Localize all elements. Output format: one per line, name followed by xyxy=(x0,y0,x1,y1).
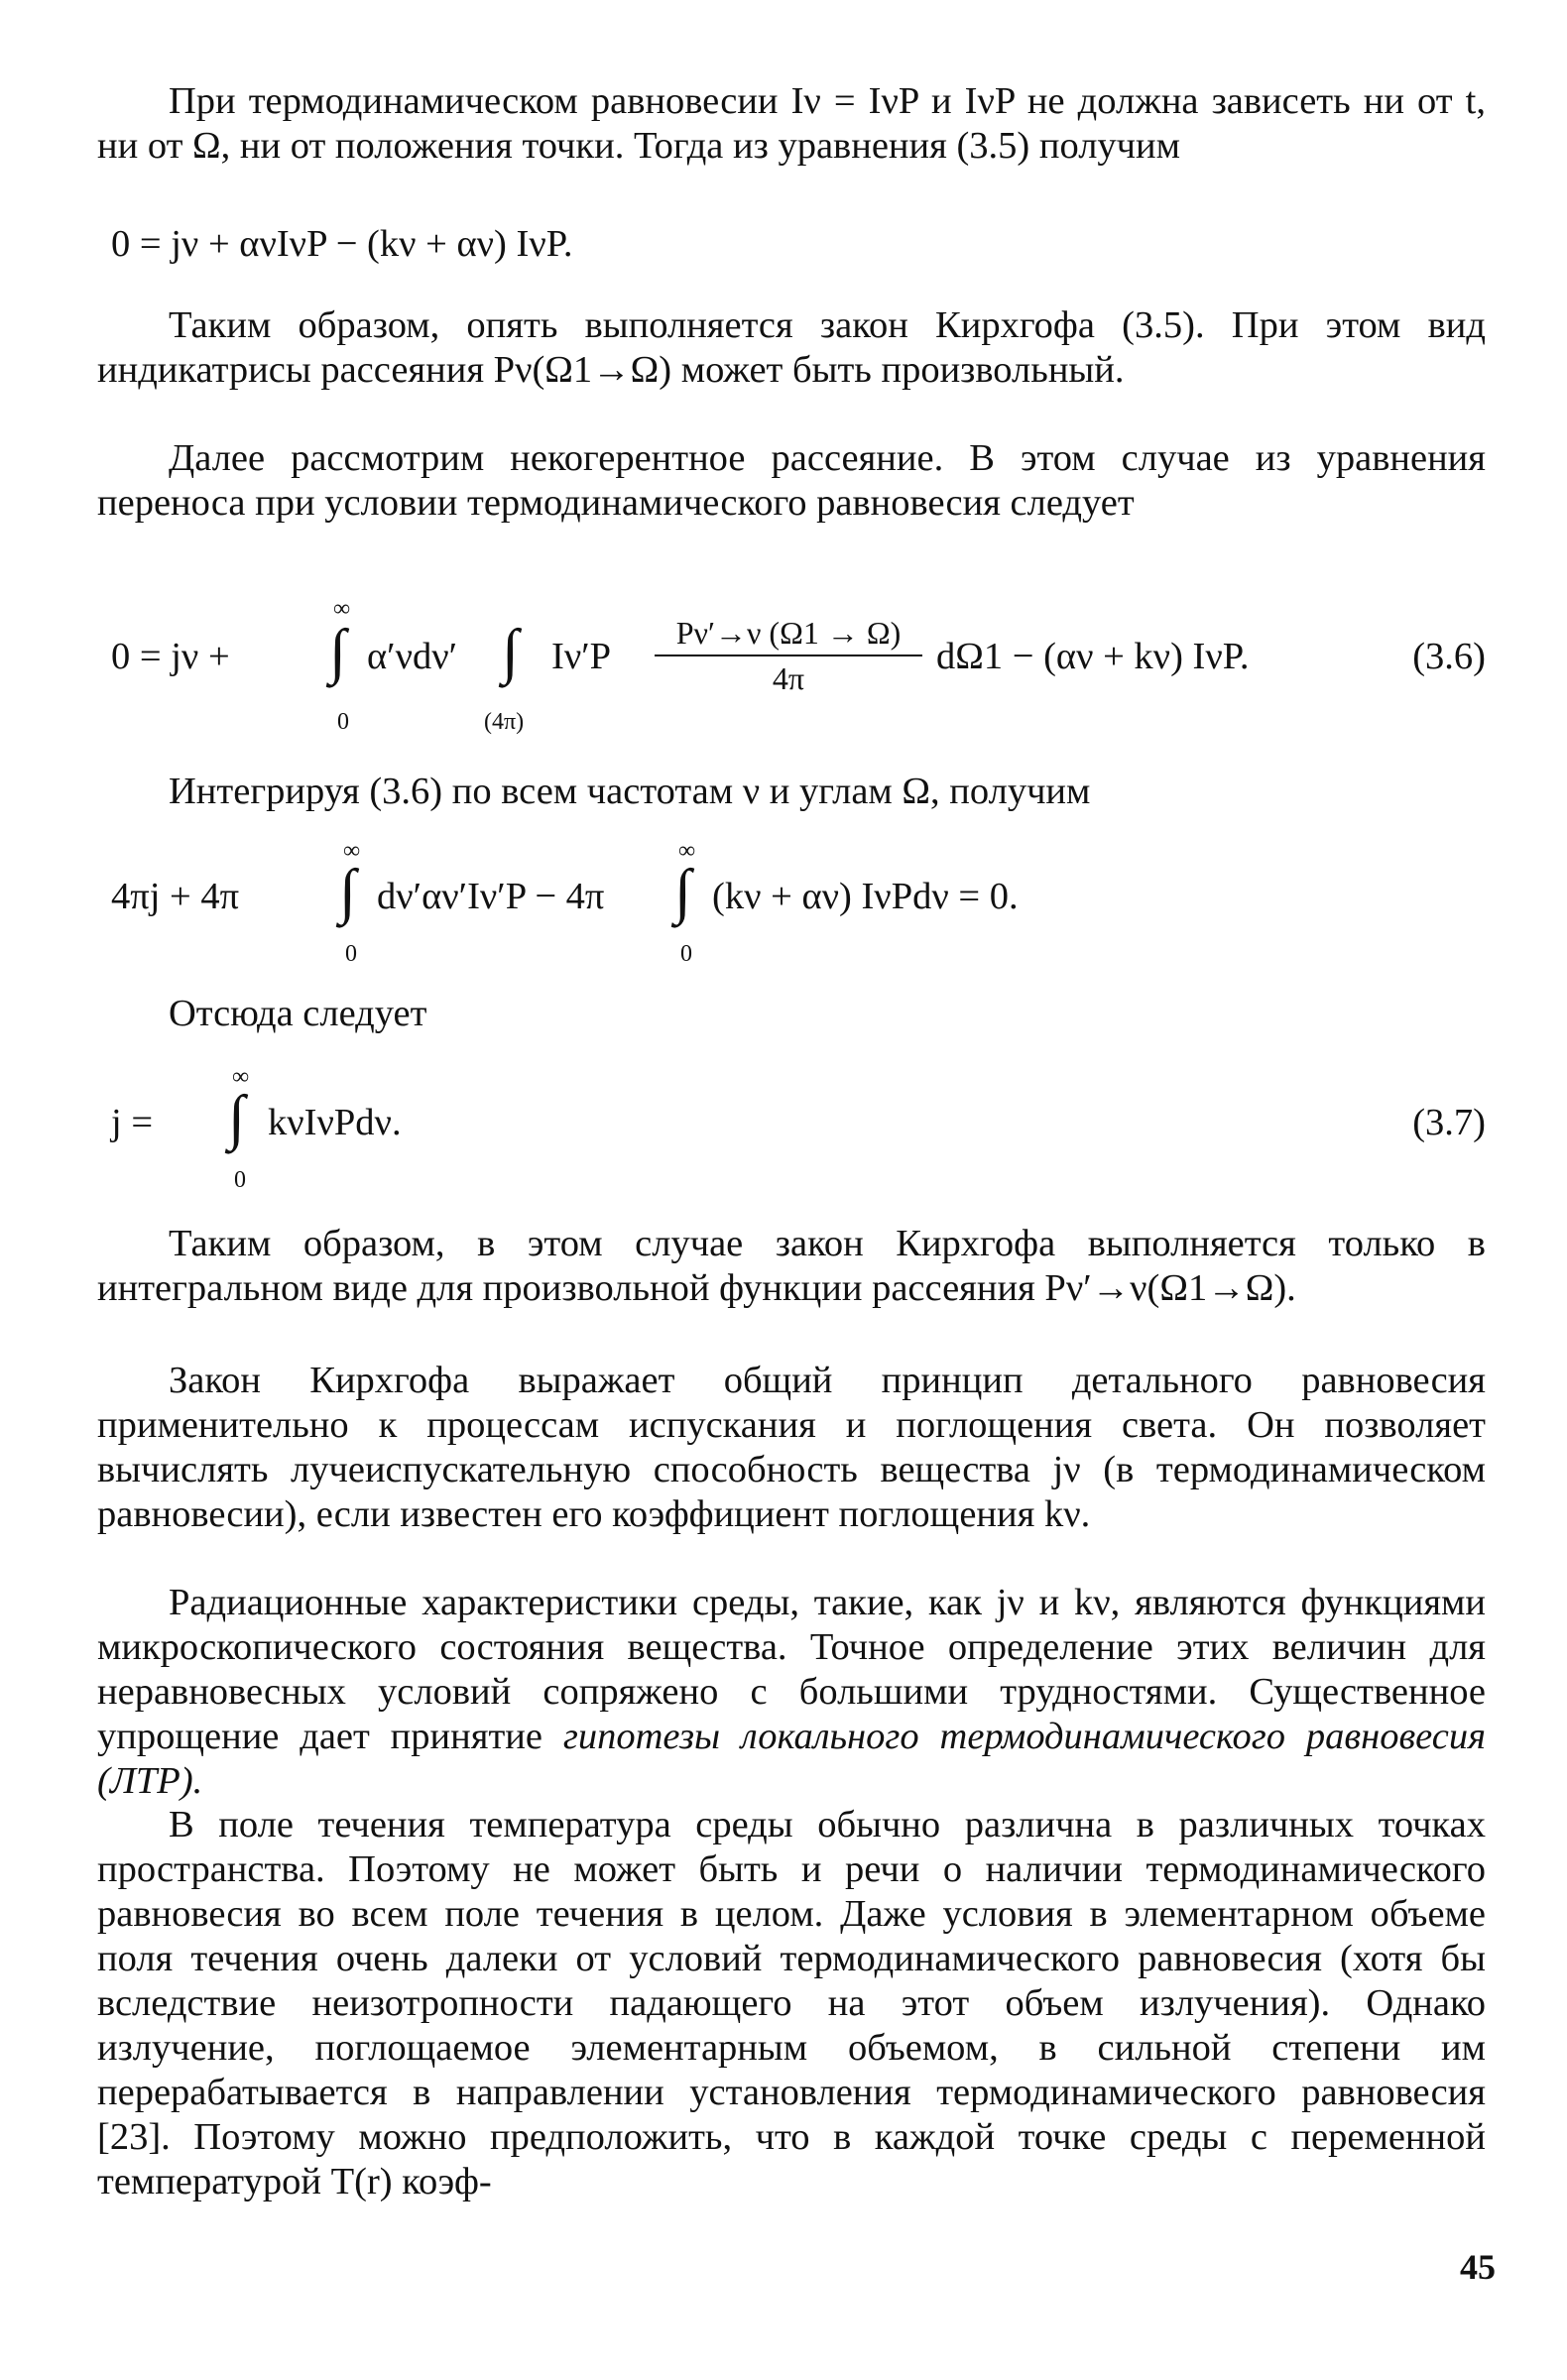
eq37-left: j = xyxy=(111,1102,154,1143)
eq-int-1-sign: ∫ xyxy=(339,858,356,925)
paragraph-3: Далее рассмотрим некогерентное рассеяние. В этом случае из уравнения переноса при условии термодинамического равновесия следует xyxy=(97,437,1486,524)
eq-int-1-upper: ∞ xyxy=(343,838,361,864)
eq36-fraction xyxy=(655,613,922,698)
paragraph-7: Закон Кирхгофа выражает общий принцип детального равновесия применительно к процессам испускания и поглощения света. Он позволяет вычислять лучеиспускательную способность вещества jν (в термодинамическом равновесии), если известен его коэффициент поглощения kν. xyxy=(97,1360,1486,1535)
paragraph-8-main: Радиационные характеристики среды, такие, как jν и kν, являются функциями микроскопического состояния вещества. Точное определение этих величин для неравновесных условий сопряжено с большими трудностями. Существенное упрощение дает принятие xyxy=(97,1582,1486,1757)
paragraph-5: Отсюда следует xyxy=(169,993,427,1034)
eq37-body: kνIνPdν. xyxy=(268,1102,402,1143)
eq36-frac-denominator: 4π xyxy=(772,660,805,696)
eq37-upper: ∞ xyxy=(232,1064,250,1090)
paragraph-1: При термодинамическом равновесии Iν = IνP и IνP не должна зависеть ни от t, ни от Ω, ни от положения точки. Тогда из уравнения (3.5) получим xyxy=(97,80,1486,167)
paragraph-8 xyxy=(97,1581,1486,1804)
eq36-left: 0 = jν + xyxy=(111,636,230,677)
eq36-frac-line xyxy=(655,654,922,656)
equation-equilibrium: 0 = jν + ανIνP − (kν + αν) IνP. xyxy=(111,223,573,265)
equation-number-3-7: (3.7) xyxy=(1412,1102,1486,1143)
eq37-lower: 0 xyxy=(234,1167,246,1193)
eq-int-2-sign: ∫ xyxy=(674,858,691,925)
eq-int-2-lower: 0 xyxy=(680,941,692,967)
paragraph-4: Интегрируя (3.6) по всем частотам ν и углам Ω, получим xyxy=(169,771,1091,812)
eq-int-1-lower: 0 xyxy=(345,941,357,967)
eq36-int1-lower: 0 xyxy=(337,709,349,735)
eq36-int1-upper: ∞ xyxy=(333,596,351,622)
eq-int-c: (kν + αν) IνPdν = 0. xyxy=(712,876,1019,917)
eq36-int1-body: α′νdν′ xyxy=(367,636,458,677)
paragraph-2: Таким образом, опять выполняется закон Кирхгофа (3.5). При этом вид индикатрисы рассеяния Pν(Ω1→Ω) может быть произвольный. xyxy=(97,304,1486,391)
eq-int-2-upper: ∞ xyxy=(678,838,696,864)
eq36-int2-lower: (4π) xyxy=(484,709,525,735)
paragraph-9: В поле течения температура среды обычно различна в различных точках пространства. Поэтому не может быть и речи о наличии термодинамического равновесия во всем поле течения в целом. Даже условия в элементарном объеме поля течения очень далеки от условий термодинамического равновесия (хотя бы вследствие неизотропности падающего на этот объем излучения). Однако излучение, поглощаемое элементарным объемом, в сильной степени им перерабатывается в направлении установления термодинамического равновесия [23]. Поэтому можно предположить, что в каждой точке среды с переменной температурой T(r) коэф- xyxy=(97,1804,1486,2202)
equation-number-3-6: (3.6) xyxy=(1412,636,1486,677)
paragraph-6: Таким образом, в этом случае закон Кирхгофа выполняется только в интегральном виде для произвольной функции рассеяния Pν′→ν(Ω1→Ω). xyxy=(97,1223,1486,1309)
eq-int-a: 4πj + 4π xyxy=(111,876,240,917)
eq36-int2-sign: ∫ xyxy=(502,618,519,685)
eq36-int2-body: Iν′P xyxy=(551,636,612,677)
eq36-right: dΩ1 − (αν + kν) IνP. xyxy=(936,636,1250,677)
eq-int-b: dν′αν′Iν′P − 4π xyxy=(377,876,605,917)
page-number: 45 xyxy=(1460,2247,1496,2287)
paragraph-8-italic-term: гипотезы локального термодинамического равновесия (ЛТР). xyxy=(97,1716,1486,1802)
eq37-sign: ∫ xyxy=(228,1084,245,1151)
eq36-int1-sign: ∫ xyxy=(329,618,346,685)
eq36-frac-numerator: Pν′→ν (Ω1 → Ω) xyxy=(675,615,902,651)
